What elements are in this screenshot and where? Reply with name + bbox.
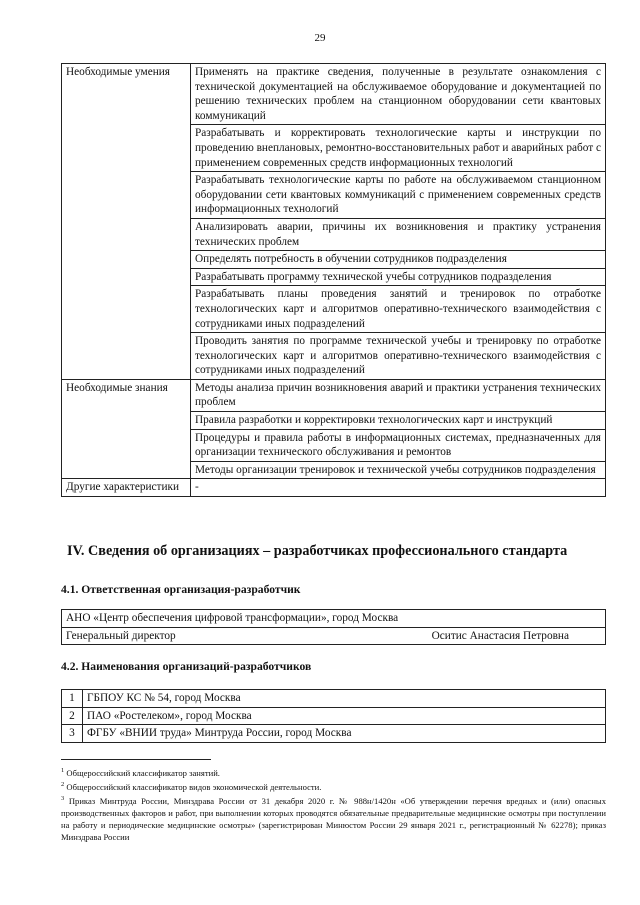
developer-name: ГБПОУ КС № 54, город Москва	[83, 690, 606, 708]
skill-item: Анализировать аварии, причины их возникновения и практику устранения технических проблем	[191, 218, 606, 250]
developer-number: 3	[62, 725, 83, 743]
footnote-mark: 2	[61, 780, 65, 788]
footnote-mark: 1	[61, 767, 65, 774]
footnote	[61, 793, 606, 843]
skill-item: Разрабатывать планы проведения занятий и тренировок по отработке технологических карт и алгоритмов оперативно-технического взаимодействия с сотрудниками иных подразделений	[191, 286, 606, 333]
footnotes	[61, 765, 606, 843]
other-item: -	[191, 479, 606, 497]
developer-name: ПАО «Ростелеком», город Москва	[83, 707, 606, 725]
footnote-text: Приказ Минтруда России, Минздрава России от 31 декабря 2020 г. № 988н/1420н «Об утверждении перечня вредных и (или) опасных производственных факторов и работ, при выполнении которых проводятся обязательные предварительные медицинские осмотры при поступлении на работу и периодические медицинские осмотры» (зарегистрирован Минюстом России 29 января 2021 г., регистрационный № 62278); приказ Минздрава России	[61, 795, 606, 843]
footnote-mark: 3	[61, 794, 65, 802]
knowledge-item: Процедуры и правила работы в информационных системах, предназначенных для организации технического обслуживания и ремонтов	[191, 429, 606, 461]
table-row	[62, 610, 606, 628]
responsible-heading: 4.1. Ответственная организация-разработчик	[61, 583, 301, 596]
developers-heading: 4.2. Наименования организаций-разработчиков	[61, 660, 312, 673]
footnote	[61, 765, 606, 779]
director-position: Генеральный директор	[66, 629, 176, 642]
director-row	[62, 627, 606, 645]
table-row	[62, 627, 606, 645]
organization-name: АНО «Центр обеспечения цифровой трансформации», город Москва	[62, 610, 606, 628]
skill-item: Применять на практике сведения, полученные в результате ознакомления с технической документацией на обслуживаемое оборудование и документацией по решению технических проблем на станционном оборудовании сети квантовых коммуникаций	[191, 64, 606, 125]
table-row	[62, 690, 606, 708]
skill-item: Проводить занятия по программе технической учебы и тренировку по отработке технологических карт и алгоритмов оперативно-технического взаимодействия с сотрудниками иных подразделений	[191, 333, 606, 380]
section-title: IV. Сведения об организациях – разработчиках профессионального стандарта	[67, 543, 568, 559]
footnote-text: Общероссийский классификатор занятий.	[66, 767, 220, 778]
row-label-skills: Необходимые умения	[62, 64, 191, 380]
responsible-org-table	[61, 609, 606, 645]
table-row	[62, 64, 606, 125]
skill-item: Определять потребность в обучении сотрудников подразделения	[191, 251, 606, 269]
footnote-divider	[61, 759, 211, 760]
skill-item: Разрабатывать технологические карты по работе на обслуживаемом станционном оборудовании сети квантовых коммуникаций с применением современных средств информационных технологий	[191, 172, 606, 219]
requirements-table	[61, 63, 606, 497]
director-name: Оситис Анастасия Петровна	[431, 629, 569, 642]
row-label-knowledge: Необходимые знания	[62, 379, 191, 479]
skill-item: Разрабатывать и корректировать технологические карты и инструкции по проведению внеплановых, ремонтно-восстановительных работ и аварийных работ с применением современных средств информационных технологий	[191, 125, 606, 172]
table-row	[62, 725, 606, 743]
developer-name: ФГБУ «ВНИИ труда» Минтруда России, город Москва	[83, 725, 606, 743]
table-row	[62, 707, 606, 725]
table-row	[62, 379, 606, 411]
developers-table	[61, 689, 606, 743]
table-row	[62, 479, 606, 497]
footnote-text: Общероссийский классификатор видов экономической деятельности.	[66, 781, 322, 792]
footnote	[61, 779, 606, 793]
skill-item: Разрабатывать программу технической учебы сотрудников подразделения	[191, 268, 606, 286]
row-label-other: Другие характеристики	[62, 479, 191, 497]
developer-number: 1	[62, 690, 83, 708]
knowledge-item: Правила разработки и корректировки технологических карт и инструкций	[191, 412, 606, 430]
developer-number: 2	[62, 707, 83, 725]
knowledge-item: Методы анализа причин возникновения аварий и практики устранения технических проблем	[191, 379, 606, 411]
knowledge-item: Методы организации тренировок и технической учебы сотрудников подразделения	[191, 461, 606, 479]
page-number: 29	[314, 32, 326, 44]
